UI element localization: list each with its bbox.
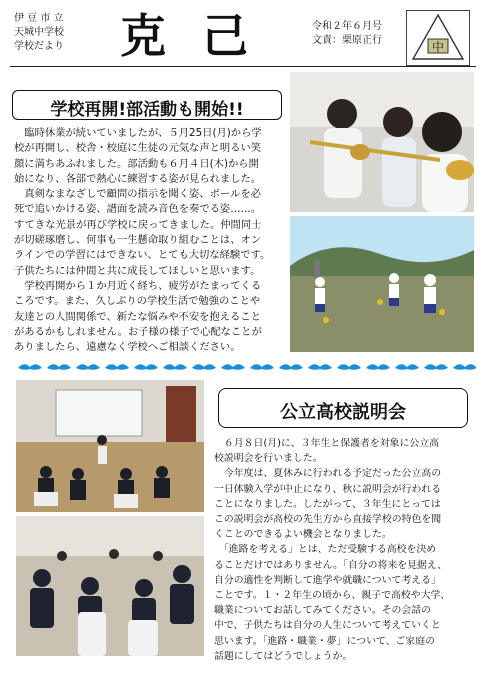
swallow-mark — [76, 364, 100, 370]
school-city: 伊 豆 市 立 — [14, 13, 64, 24]
article1-line: ラインでの学習にはできない、とても大切な経験です。 — [14, 249, 271, 262]
newsletter-label: 学校だより — [14, 41, 64, 52]
article1-line: 学校再開から１か月近く経ち、疲労がたまってくる — [14, 279, 262, 292]
swallow-mark — [453, 364, 476, 370]
photo-band-practice — [290, 72, 474, 212]
swallow-mark — [279, 364, 303, 370]
article2-line: ることだけではありません。「自分の将来を見据え、 — [214, 559, 448, 571]
article2-line: 話題にしてはどうでしょうか。 — [214, 650, 353, 662]
swallow-mark — [221, 364, 245, 370]
swallow-mark — [134, 364, 158, 370]
article2-line: 一日体験入学が中止になり、秋に説明会が行われる — [214, 483, 442, 495]
swallow-mark — [395, 364, 419, 370]
swallow-mark — [163, 364, 187, 370]
article2-line: 校説明会を行いました。 — [214, 453, 323, 465]
swallow-mark — [47, 364, 71, 370]
article2-line: ことです。１・２年生の頃から、親子で高校や大学、 — [214, 590, 451, 602]
header-rule — [10, 66, 476, 67]
photo-soccer-practice — [290, 216, 474, 352]
article1-line: 顔に満ちあふれました。部活動も６月４日(木)から開 — [14, 157, 259, 170]
article1-line: 校が再開し、校舎・校庭に生徒の元気な声と明るい笑 — [14, 142, 262, 155]
swallow-mark — [337, 364, 361, 370]
article1-line: ありましたら、遠慮なく学校へご相談ください。 — [14, 341, 241, 354]
article1-line: 始になり、各部で熱心に練習する姿が見られました。 — [14, 172, 262, 185]
issue-info — [312, 20, 382, 48]
article2-line: 思います。「進路・職業・夢」について、ご家庭の — [214, 635, 435, 647]
photo-briefing-audience — [16, 516, 204, 656]
school-name: 天城中学校 — [14, 27, 64, 38]
article2-line: 職業についてお話してみてください。その会話の — [214, 605, 432, 617]
article1-line: 子供たちには仲間と共に成長してほしいと思います。 — [14, 264, 261, 277]
school-emblem-icon — [406, 10, 470, 66]
article1-line: があるかもしれません。お子様の様子で心配なことが — [14, 325, 262, 338]
article2-headline: 公立高校説明会 — [280, 402, 406, 423]
swallow-mark — [105, 364, 129, 370]
article2-line: 「進路を考える」とは、ただ受験する高校を決め — [214, 544, 437, 556]
article1-line: が切磋琢磨し、何事も一生懸命取り組むことは、オン — [14, 234, 262, 247]
article1-line: 友達との人間関係で、新たな悩みや不安を抱えること — [14, 310, 261, 323]
swallow-mark — [366, 364, 390, 370]
school-info — [14, 12, 64, 54]
article1-line: ころです。また、久しぶりの学校生活で勉強のことや — [14, 295, 261, 308]
article2-line: 中で、子供たちは自分の人生について考えていくと — [214, 620, 441, 632]
svg-text:中: 中 — [431, 40, 445, 54]
newsletter-title: 克 己 — [120, 9, 259, 63]
article2-body — [214, 436, 476, 664]
article2-line: 今年度は、夏休みに行われる予定だった公立高の — [214, 468, 442, 480]
swallow-border-icon — [10, 360, 476, 376]
article1-line: 死で追いかける姿、譜面を読み音色を奏でる姿……。 — [14, 203, 262, 216]
article2-line: くことのできるよい機会となりました。 — [214, 529, 392, 541]
article2-line: ６月８日(月)に、３年生と保護者を対象に公立高 — [214, 438, 439, 449]
article1-body — [14, 126, 286, 355]
article1-line: 真剣なまなざしで顧問の指示を聞く姿、ボールを必 — [14, 188, 261, 201]
issue-date: 令和２年６月号 — [312, 21, 382, 32]
swallow-mark — [250, 364, 274, 370]
author: 文責：栗原正行 — [312, 35, 382, 46]
article1-line: 臨時休業が続いていましたが、５月25日(月)から学 — [14, 127, 262, 139]
swallow-mark — [308, 364, 332, 370]
article2-line: ことになりました。したがって、３年生にとっては — [214, 498, 441, 510]
swallow-mark — [18, 364, 42, 370]
article1-headline-box — [12, 90, 282, 120]
article1-line: すてきな光景が再び学校に戻ってきました。仲間同士 — [14, 218, 262, 231]
article2-headline-box — [218, 388, 468, 428]
article1-headline: 学校再開!部活動も開始!! — [50, 100, 244, 120]
swallow-mark — [192, 364, 216, 370]
photo-briefing-hall — [16, 380, 204, 512]
swallow-mark — [424, 364, 448, 370]
article2-line: 自分の適性を判断して進学や就職について考える」 — [214, 574, 441, 586]
article2-line: この説明会が高校の先生方から直接学校の特色を聞 — [214, 514, 442, 526]
